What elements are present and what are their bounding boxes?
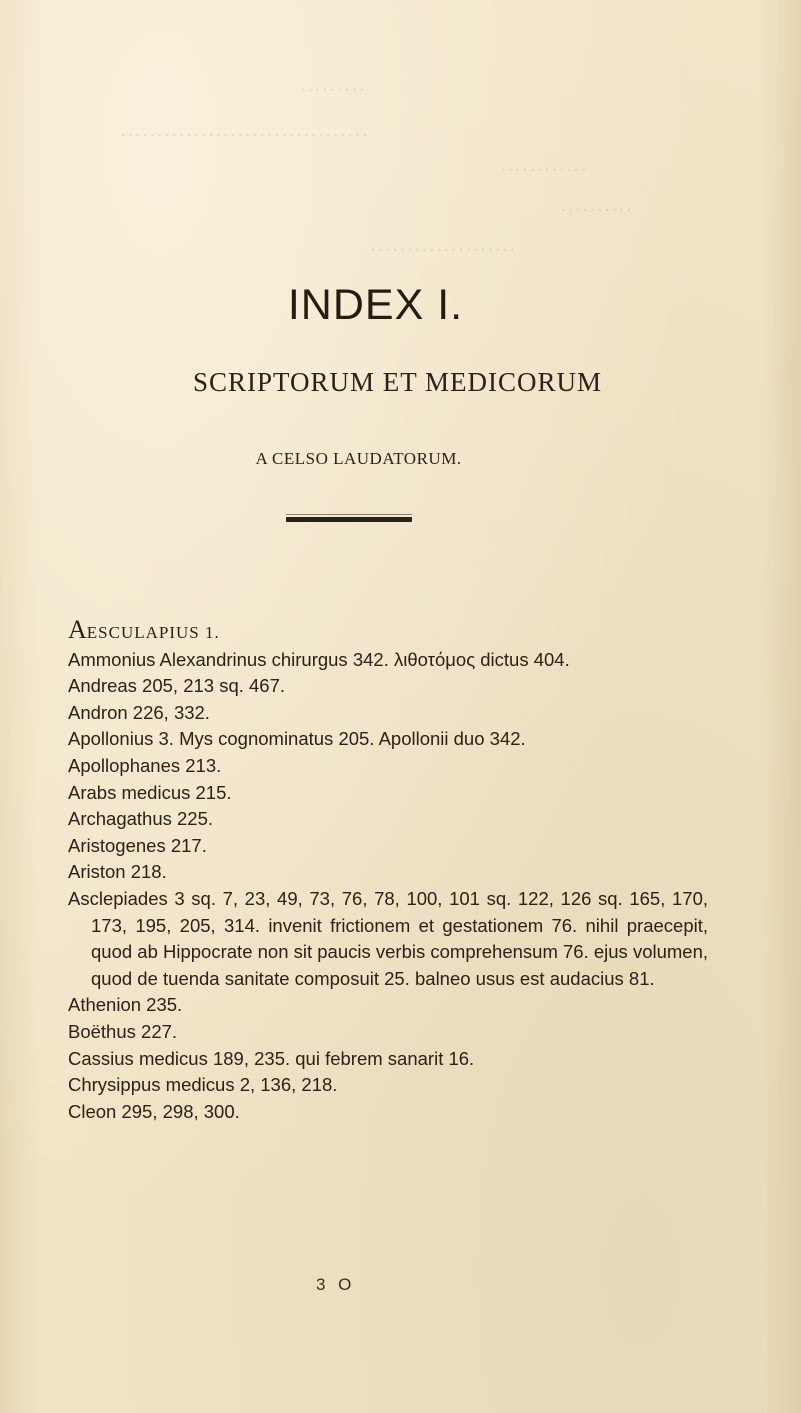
index-entry: Athenion 235.	[68, 994, 183, 1016]
divider-rule-thin	[286, 514, 412, 515]
index-entry: Apollophanes 213.	[68, 754, 222, 776]
index-entry: Archagathus 225.	[68, 808, 214, 830]
index-entry	[68, 617, 708, 647]
bleed-through-decoration: ··································	[120, 125, 370, 146]
index-subsubtitle: A CELSO LAUDATORUM.	[255, 449, 462, 468]
index-entry: Boëthus 227.	[68, 1020, 178, 1042]
index-entry: Arabs medicus 215.	[68, 781, 232, 803]
bleed-through-decoration: ············	[500, 160, 588, 181]
index-entry: Ariston 218.	[68, 861, 167, 883]
index-title: INDEX I.	[287, 281, 464, 329]
index-entry: Andreas 205, 213 sq. 467.	[68, 675, 286, 697]
index-entry: Chrysippus medicus 2, 136, 218.	[68, 1074, 338, 1096]
index-subtitle: SCRIPTORUM ET MEDICORUM	[192, 367, 603, 397]
index-entry: Ammonius Alexandrinus chirurgus 342. λιθοτόμος dictus 404.	[68, 648, 570, 670]
index-entry: Asclepiades 3 sq. 7, 23, 49, 73, 76, 78, 100, 101 sq. 122, 126 sq. 165, 170, 173, 195, 205, 314. invenit frictionem et gestationem 76. nihil praecepit, quod ab Hippocrate non sit paucis verbis comprehensum 76. ejus volumen, quod de tuenda sanitate composuit 25. balneo usus est audacius 81.	[68, 887, 709, 989]
index-entry: Andron 226, 332.	[68, 701, 210, 723]
printer-signature: 3 O	[316, 1275, 356, 1294]
drop-letter: A	[68, 615, 87, 644]
bleed-through-decoration: ··········	[560, 200, 634, 221]
bleed-through-decoration: ·········	[300, 80, 366, 101]
index-entry: Apollonius 3. Mys cognominatus 205. Apollonii duo 342.	[68, 728, 526, 750]
index-entry: Cleon 295, 298, 300.	[68, 1100, 240, 1122]
divider-rule	[286, 517, 412, 522]
index-entry-text: ESCULAPIUS 1.	[86, 623, 220, 642]
index-entry: Aristogenes 217.	[68, 834, 207, 856]
bleed-through-decoration: ····················	[370, 240, 517, 261]
index-entry: Cassius medicus 189, 235. qui febrem sanarit 16.	[68, 1047, 475, 1069]
index-entries	[68, 617, 708, 1125]
